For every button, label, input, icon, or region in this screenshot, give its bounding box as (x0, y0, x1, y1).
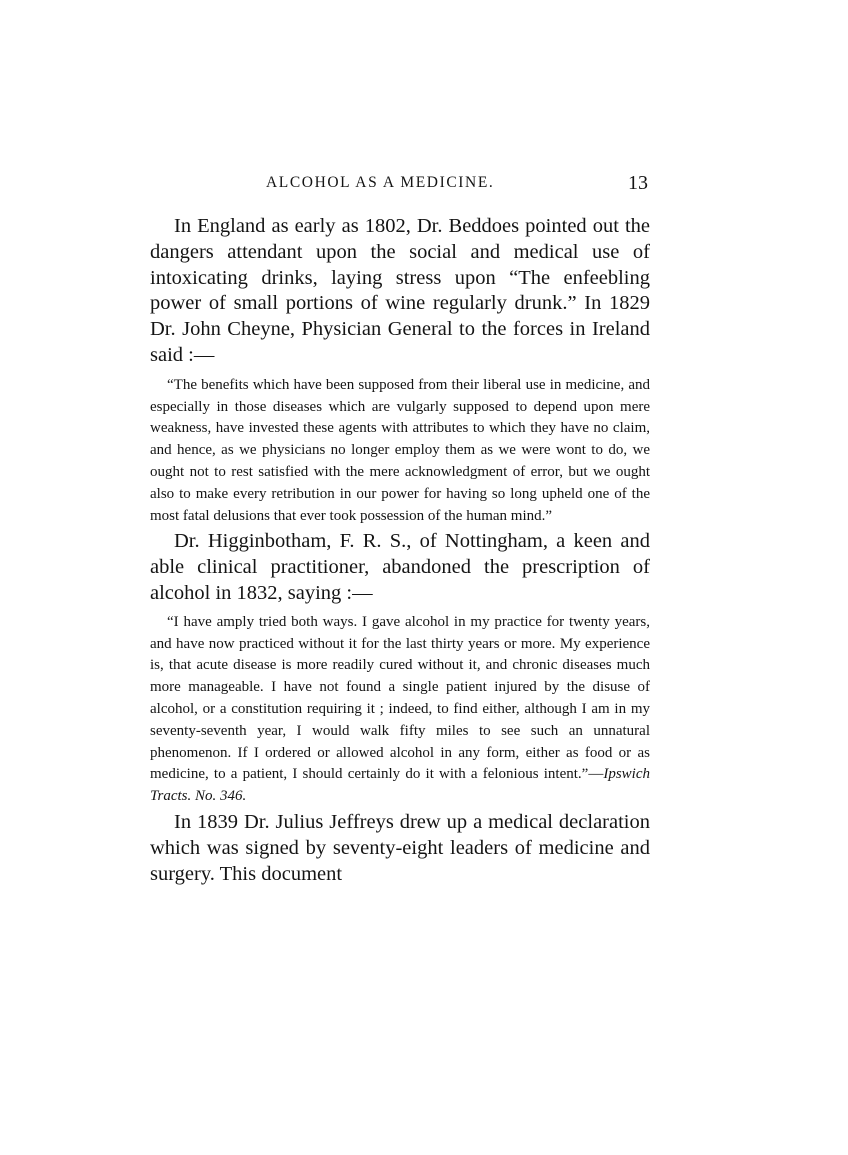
running-head (150, 170, 650, 202)
page-number: 13 (628, 172, 648, 194)
paragraph-jeffreys: In 1839 Dr. Julius Jeffreys drew up a medical declaration which was signed by seventy-eight leaders of medicine and surgery. This document (150, 810, 650, 885)
quote-higginbotham-text: “I have amply tried both ways. I gave alcohol in my practice for twenty years, and have now practiced without it for the last thirty years or more. My experience is, that acute disease is more readily cured without it, and chronic diseases much more manageable. I have not found a single patient injured by the disuse of alcohol, or a constitution requiring it ; indeed, to find either, although I am in my seventy-seventh year, I would walk fifty miles to see such an unnatural phenomenon. If I ordered or allowed alcohol in any form, either as food or as medicine, to a patient, I should certainly do it with a felonious intent.”— (150, 613, 650, 783)
quote-source-citation: Ipswich Tracts. No. 346. (150, 766, 650, 805)
paragraph-higginbotham: Dr. Higginbotham, F. R. S., of Nottingham, a keen and able clinical practitioner, abandoned the prescription of alcohol in 1832, saying :— (150, 530, 650, 604)
paragraph-beddoes: In England as early as 1802, Dr. Beddoes pointed out the dangers attendant upon the social and medical use of intoxicating drinks, laying stress upon “The enfeebling power of small portions of wine regularly drunk.” In 1829 Dr. John Cheyne, Physician General to the forces in Ireland said :— (150, 215, 650, 366)
book-page (150, 170, 650, 887)
running-title: ALCOHOL AS A MEDICINE. (266, 174, 495, 191)
quote-higginbotham (150, 612, 650, 808)
quote-cheyne: “The benefits which have been supposed from their liberal use in medicine, and especially in those diseases which are vulgarly supposed to depend upon mere weakness, have invested these agents with attributes to which they have no claim, and hence, as we physicians no longer employ them as we were wont to do, we ought not to rest satisfied with the mere acknowledgment of error, but we ought also to make every retribution in our power for having so long upheld one of the most fatal delusions that ever took possession of the human mind.” (150, 376, 650, 524)
